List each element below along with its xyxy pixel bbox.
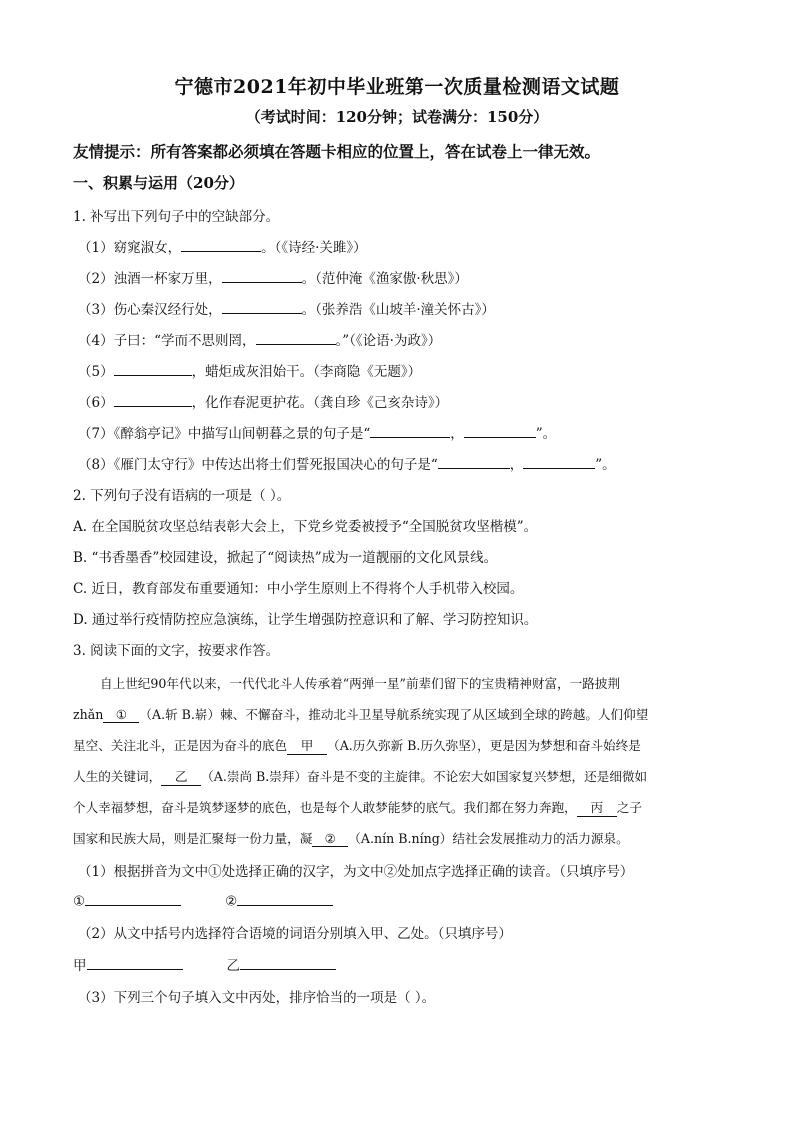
- blank-mark-yi: 乙: [161, 766, 201, 786]
- answer-blank: [256, 331, 336, 346]
- q3-sub2-answers: 甲 乙: [73, 954, 336, 974]
- answer-blank: [114, 362, 192, 377]
- blank-mark-1: ①: [103, 707, 139, 723]
- q1-item-5: （5） ，蜡炬成灰泪始干。（李商隐《无题》）: [78, 360, 421, 380]
- answer-blank: [114, 393, 192, 408]
- answer-blank: [237, 891, 333, 906]
- q2-option-a: A. 在全国脱贫攻坚总结表彰大会上，下党乡党委被授予“全国脱贫攻坚楷模”。: [73, 519, 538, 535]
- q3-sub2: （2）从文中括号内选择符合语境的词语分别填入甲、乙处。（只填序号）: [78, 926, 512, 942]
- passage-line-5: 个人幸福梦想，奋斗是筑梦逐梦的底色，也是每个人敢梦能梦的底气。我们都在努力奔跑， 丙 之子: [73, 797, 642, 817]
- answer-blank: [222, 269, 302, 284]
- answer-blank: [85, 891, 181, 906]
- exam-info: （考试时间：120分钟；试卷满分：150分）: [245, 108, 549, 126]
- q1-item-4: （4）子曰：“学而不思则罔， 。”（《论语·为政》）: [78, 329, 441, 349]
- passage-line-2: zhǎn ① （A.斩 B.崭）棘、不懈奋斗，推动北斗卫星导航系统实现了从区域到全球的跨越。人们仰望: [73, 707, 649, 722]
- answer-blank: [464, 424, 536, 439]
- q1-item-3: （3）伤心秦汉经行处， 。（张养浩《山坡羊·潼关怀古》）: [78, 298, 495, 318]
- q3-sub3: （3）下列三个句子填入文中丙处，排序恰当的一项是（ ）。: [78, 990, 436, 1006]
- answer-blank: [240, 956, 336, 971]
- blank-mark-bing: 丙: [577, 797, 617, 817]
- answer-blank: [181, 238, 261, 253]
- q2-stem: 2. 下列句子没有语病的一项是（ ）。: [73, 488, 291, 504]
- q3-sub1: （1）根据拼音为文中①处选择正确的汉字，为文中②处加点字选择正确的读音。（只填序号）: [78, 864, 634, 880]
- q1-item-1: （1）窈窕淑女， 。（《诗经·关雎》）: [78, 236, 367, 256]
- q1-item-2: （2）浊酒一杯家万里， 。（范仲淹《渔家傲·秋思》）: [78, 267, 468, 287]
- answer-blank: [523, 455, 595, 470]
- q1-item-6: （6） ，化作春泥更护花。（龚自珍《己亥杂诗》）: [78, 391, 448, 411]
- q2-option-c: C. 近日，教育部发布重要通知：中小学生原则上不得将个人手机带入校园。: [73, 581, 524, 597]
- q1-item-8: （8）《雁门太守行》中传达出将士们誓死报国决心的句子是“ ， ”。: [78, 453, 616, 473]
- passage-line-3: 星空、关注北斗，正是因为奋斗的底色 甲 （A.历久弥新 B.历久弥坚），更是因为梦想和奋斗始终是: [73, 735, 641, 755]
- answer-blank: [370, 424, 450, 439]
- q3-stem: 3. 阅读下面的文字，按要求作答。: [73, 643, 280, 659]
- blank-mark-jia: 甲: [287, 735, 327, 755]
- answer-blank: [438, 455, 510, 470]
- q1-item-7: （7）《醉翁亭记》中描写山间朝暮之景的句子是“ ， ”。: [78, 422, 556, 442]
- answer-blank: [87, 956, 183, 971]
- q2-option-b: B. “书香墨香”校园建设，掀起了“阅读热”成为一道靓丽的文化风景线。: [73, 550, 498, 566]
- blank-mark-2: ②: [312, 831, 348, 847]
- notice: 友情提示：所有答案都必须填在答题卡相应的位置上，答在试卷上一律无效。: [73, 142, 601, 161]
- q1-stem: 1. 补写出下列句子中的空缺部分。: [73, 209, 280, 225]
- q2-option-d: D. 通过举行疫情防控应急演练，让学生增强防控意识和了解、学习防控知识。: [73, 612, 538, 628]
- passage-line-4: 人生的关键词， 乙 （A.崇尚 B.崇拜）奋斗是不变的主旋律。不论宏大如国家复兴梦想，还是细微如: [73, 766, 647, 786]
- passage-line-6: 国家和民族大局，则是汇聚每一份力量，凝 ② （A.nín B.níng）结社会发展推动力的活力源泉。: [73, 831, 629, 846]
- passage-line-1: 自上世纪90年代以来，一代代北斗人传承着“两弹一星”前辈们留下的宝贵精神财富，一路披荆: [100, 676, 621, 691]
- q3-sub1-answers: ① ②: [73, 891, 333, 910]
- section-heading: 一、积累与运用（20分）: [73, 174, 244, 192]
- answer-blank: [222, 300, 302, 315]
- page-title: 宁德市2021年初中毕业班第一次质量检测语文试题: [174, 76, 620, 98]
